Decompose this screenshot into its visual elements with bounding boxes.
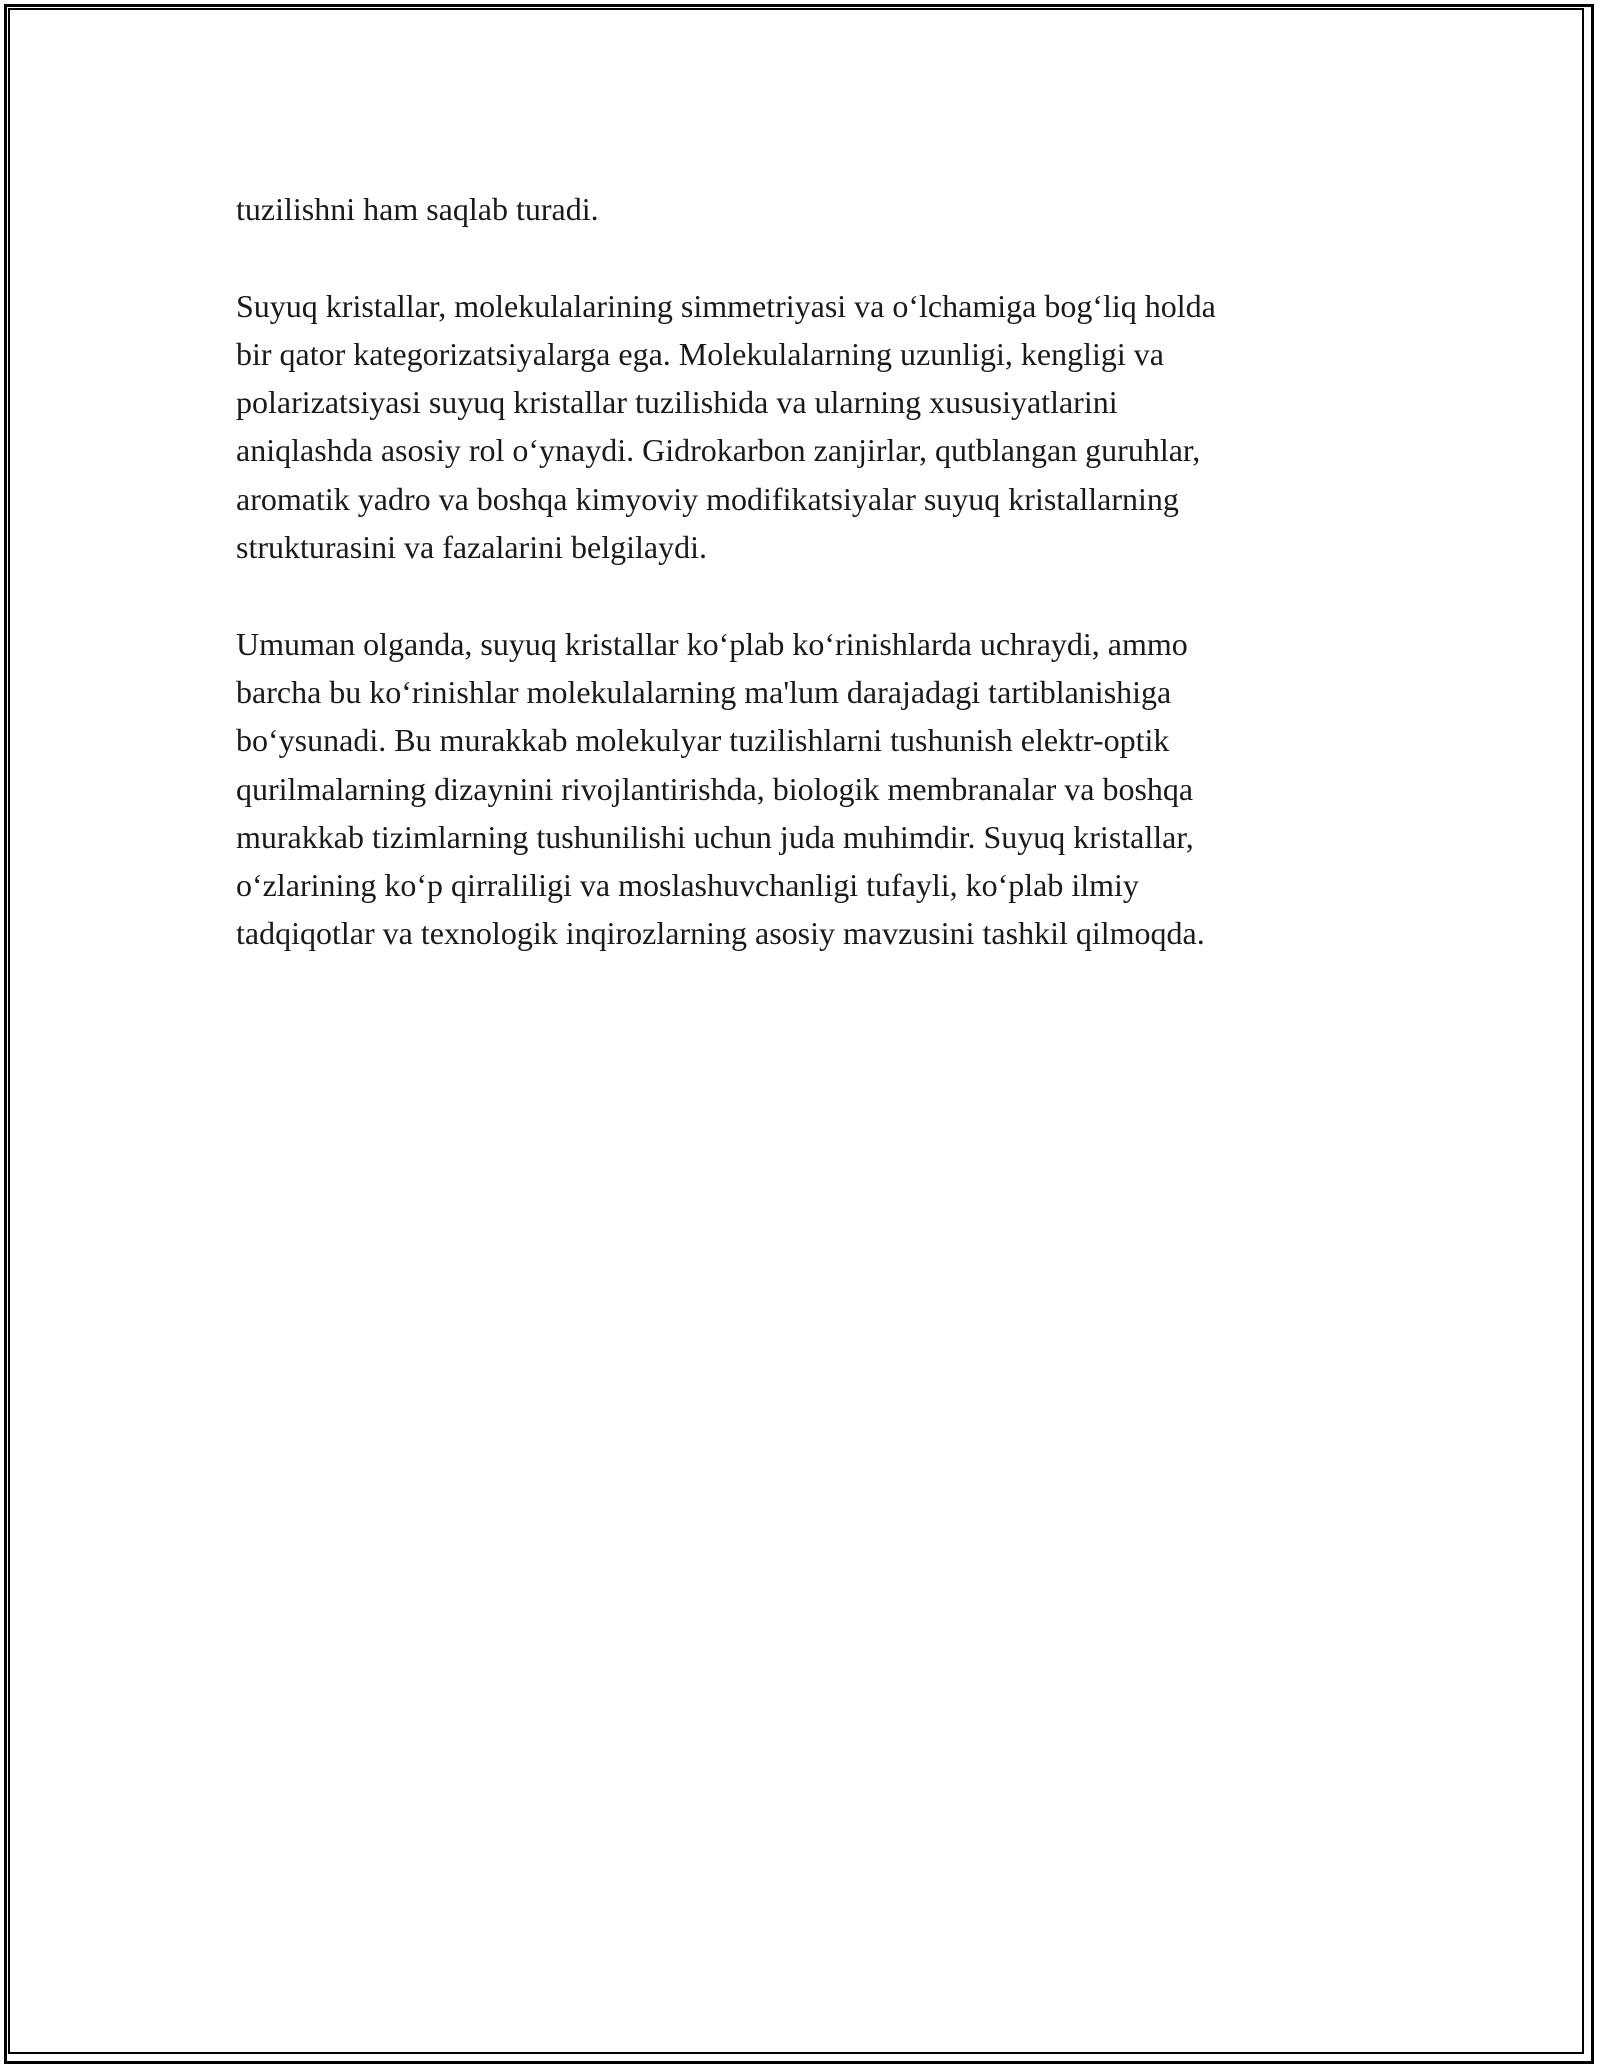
- paragraph-categorization: Suyuq kristallar, molekulalarining simmetriyasi va o‘lchamiga bog‘liq holda bir qator kategorizatsiyalarga ega. Molekulalarning uzunligi, kengligi va polarizatsiyasi suyuq kristallar tuzilishida va ularning xususiyatlarini aniqlashda asosiy rol o‘ynaydi. Gidrokarbon zanjirlar, qutblangan guruhlar, aromatik yadro va boshqa kimyoviy modifikatsiyalar suyuq kristallarning strukturasini va fazalarini belgilaydi.: [236, 287, 1216, 566]
- paragraph-continuation: tuzilishni ham saqlab turadi.: [236, 191, 599, 227]
- paragraph-summary: Umuman olganda, suyuq kristallar ko‘plab ko‘rinishlarda uchraydi, ammo barcha bu ko‘rinishlar molekulalarning ma'lum darajadagi tartiblanishiga bo‘ysunadi. Bu murakkab molekulyar tuzilishlarni tushunish elektr-optik qurilmalarning dizaynini rivojlantirishda, biologik membranalar va boshqa murakkab tizimlarning tushunilishi uchun juda muhimdir. Suyuq kristallar, o‘zlarining ko‘p qirraliligi va moslashuvchanligi tufayli, ko‘plab ilmiy tadqiqotlar va texnologik inqirozlarning asosiy mavzusini tashkil qilmoqda.: [236, 625, 1205, 952]
- document-body: [236, 185, 1396, 1006]
